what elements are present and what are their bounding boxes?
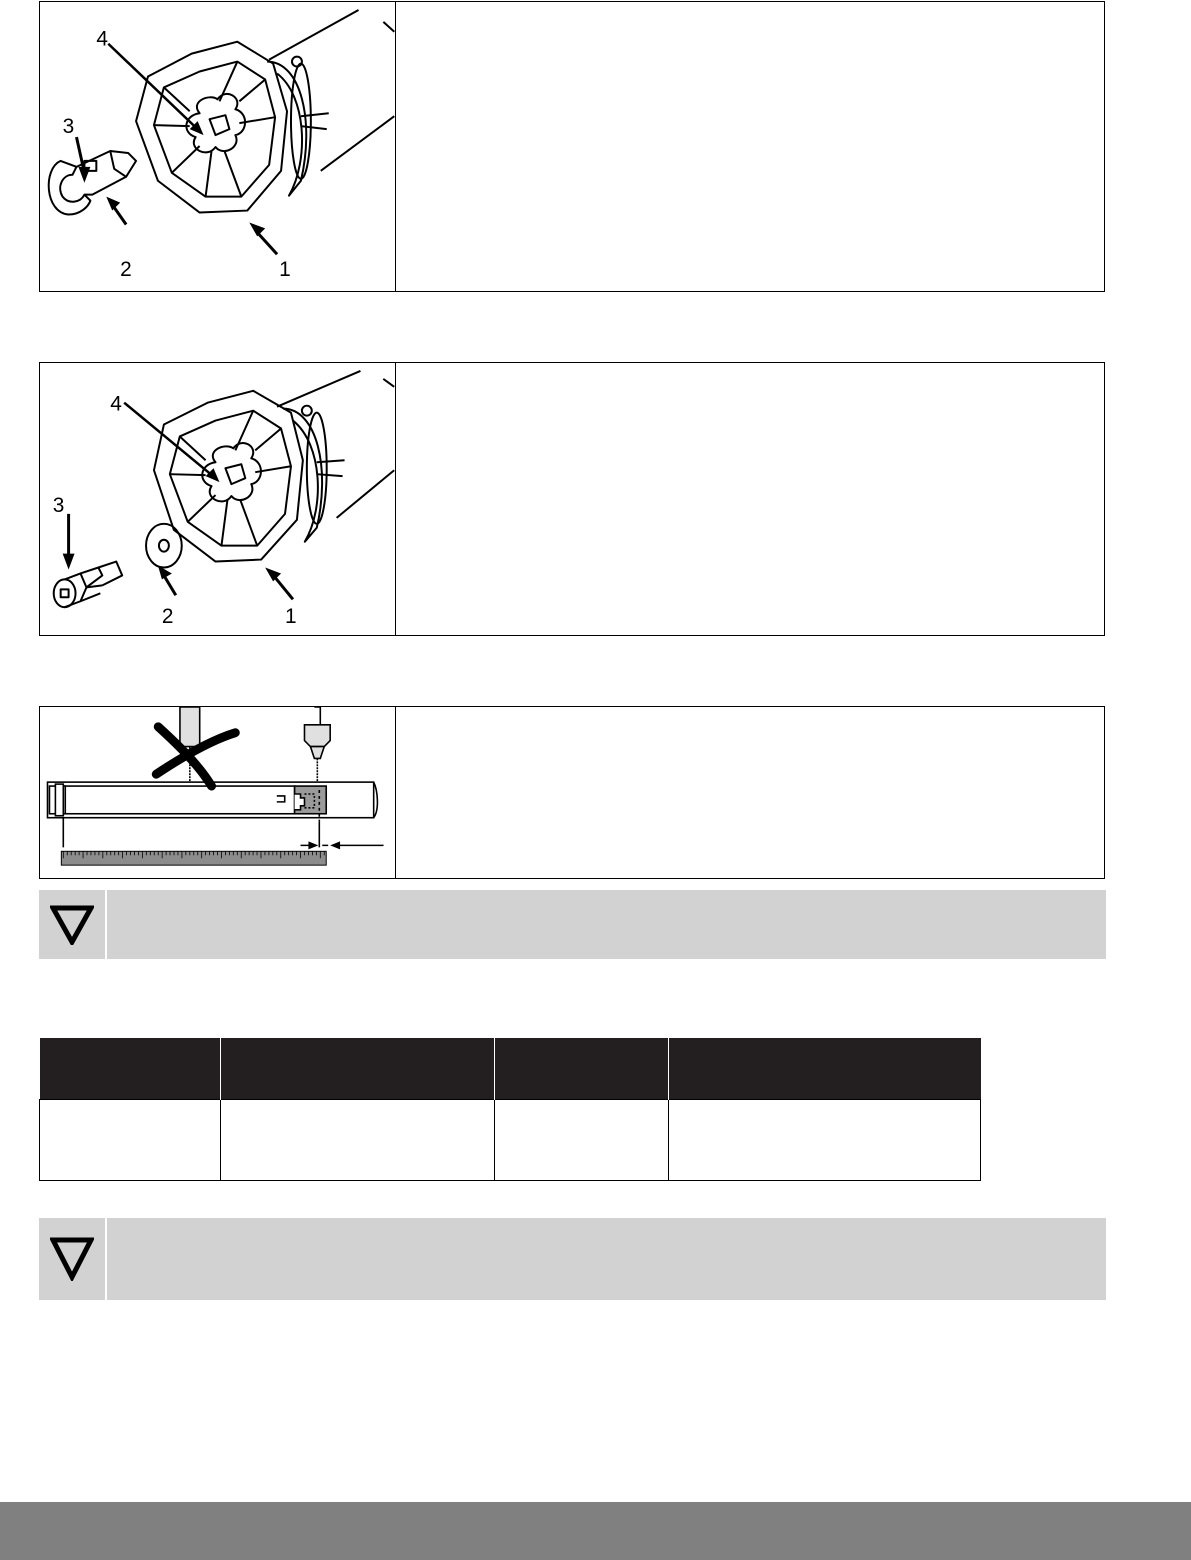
figure-adapter-clip [40,2,396,291]
warning-banner-1 [39,890,1106,959]
adapter-screw-illustration [40,363,395,635]
callout-2: 2 [120,258,132,282]
warning-text-1 [109,890,1106,959]
figure-drill-tube [40,707,396,878]
instruction-text-2 [397,363,1104,635]
callout-4: 4 [110,392,122,416]
instruction-box-2 [39,362,1105,636]
warning-triangle-icon [39,1218,107,1300]
table-header-cell [221,1038,495,1100]
table-header-row [40,1038,981,1100]
spec-table [39,1038,981,1181]
figure-adapter-screw [40,363,396,635]
table-row [40,1100,981,1181]
adapter-clip-illustration [40,2,395,291]
table-cell [669,1100,981,1181]
drill-tube-illustration [40,707,395,878]
table-cell [221,1100,495,1181]
instruction-box-1 [39,1,1105,292]
warning-triangle-icon [39,890,107,959]
callout-1: 1 [285,605,297,629]
table-header-cell [40,1038,221,1100]
table-cell [495,1100,669,1181]
warning-text-2 [109,1218,1106,1300]
instruction-box-3 [39,706,1105,879]
table-header-cell [669,1038,981,1100]
instruction-text-3 [397,707,1104,878]
callout-1: 1 [279,258,291,282]
callout-3: 3 [62,115,75,139]
instruction-text-1 [397,2,1104,291]
callout-2: 2 [161,605,174,629]
table-header-cell [495,1038,669,1100]
table-cell [40,1100,221,1181]
callout-4: 4 [96,27,108,51]
warning-banner-2 [39,1218,1106,1300]
callout-3: 3 [52,493,65,517]
page-footer-bar [0,1502,1191,1560]
